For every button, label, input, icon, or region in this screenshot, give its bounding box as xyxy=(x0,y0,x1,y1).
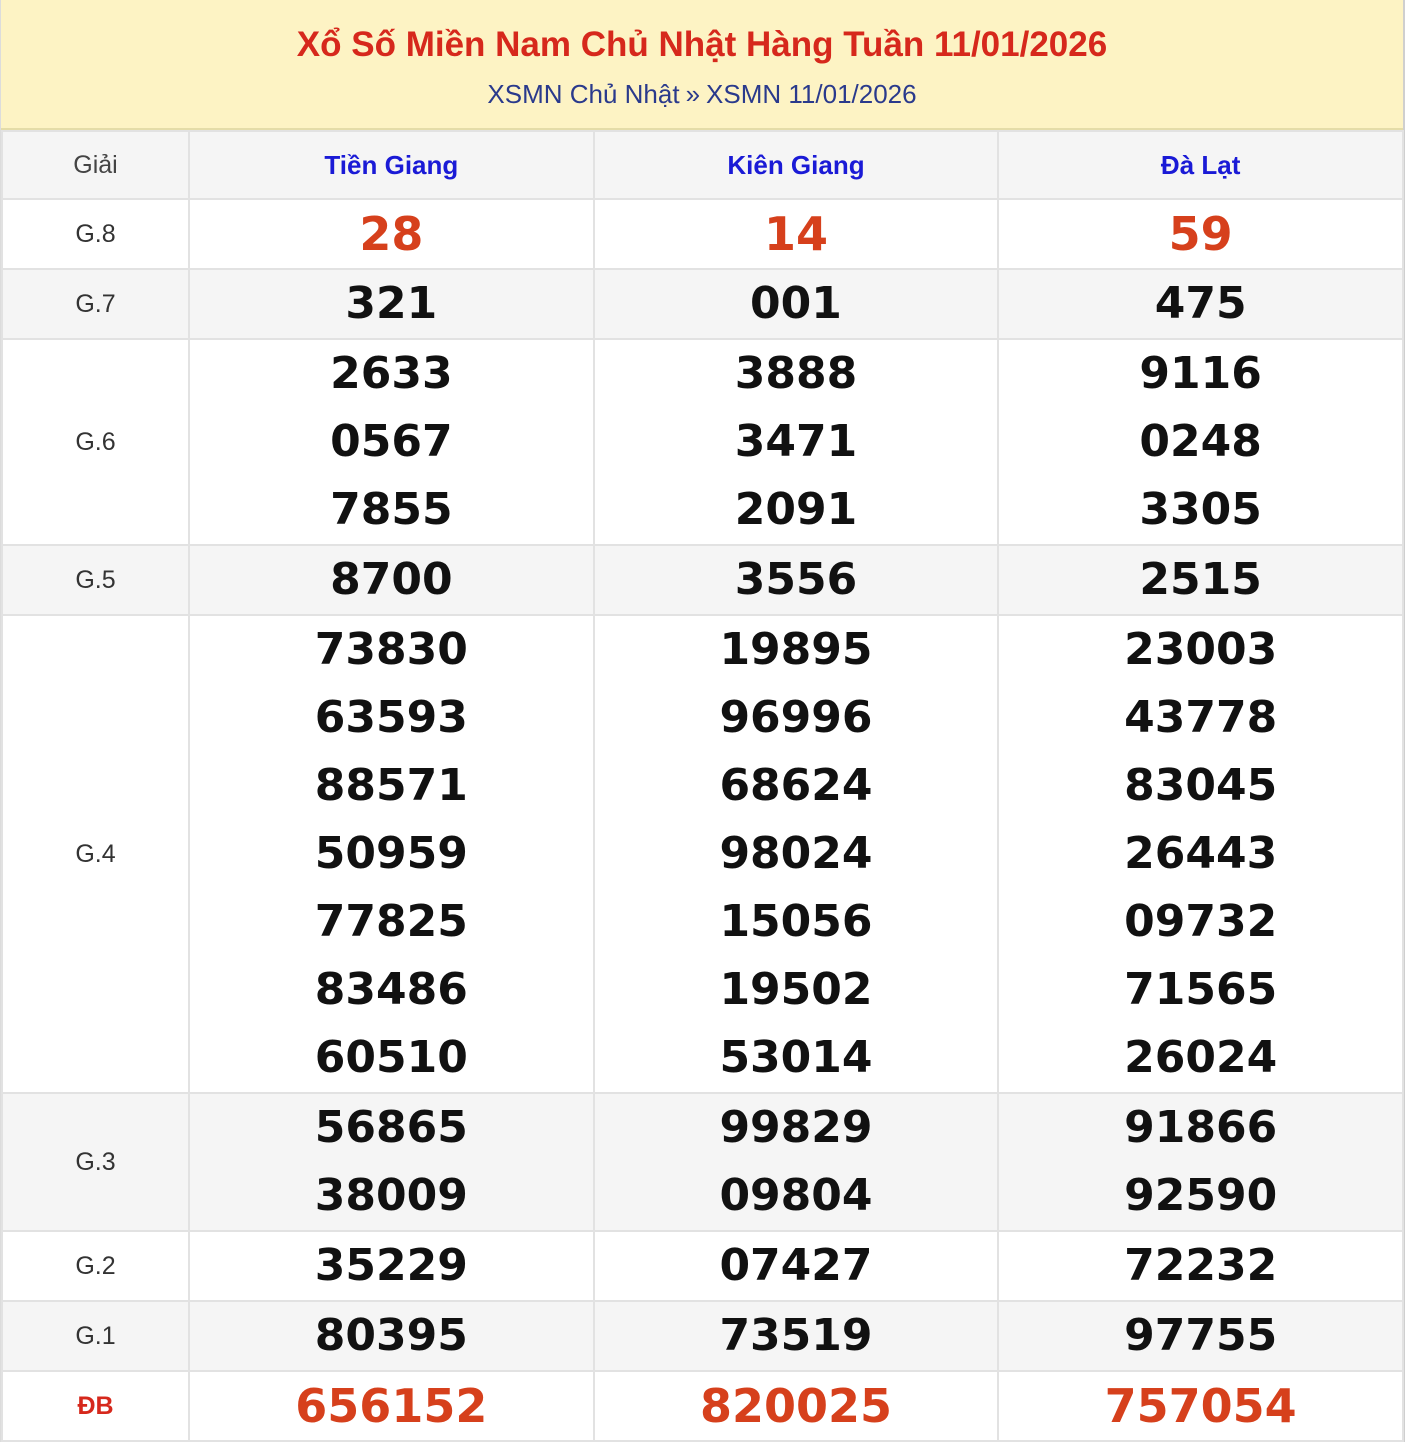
prize-number: 50959 xyxy=(314,828,468,879)
prize-row xyxy=(2,269,1403,339)
prize-cell-tien-giang xyxy=(189,269,594,339)
prize-column-header: Giải xyxy=(2,131,189,199)
prize-cell-kien-giang xyxy=(594,1301,999,1371)
breadcrumb xyxy=(1,74,1403,114)
prize-number: 53014 xyxy=(719,1032,873,1083)
prize-number: 757054 xyxy=(1104,1379,1297,1433)
prize-number: 63593 xyxy=(314,692,468,743)
prize-number: 73519 xyxy=(719,1310,873,1361)
results-table xyxy=(1,130,1404,1442)
prize-number: 3556 xyxy=(734,554,858,605)
prize-number: 9116 xyxy=(1139,348,1262,399)
prize-cell-da-lat xyxy=(998,1231,1403,1301)
prize-cell-kien-giang xyxy=(594,1093,999,1231)
prize-number: 15056 xyxy=(719,896,873,947)
prize-label: G.2 xyxy=(2,1231,189,1301)
prize-number: 83486 xyxy=(314,964,468,1015)
prize-cell-da-lat xyxy=(998,1371,1403,1441)
prize-cell-tien-giang xyxy=(189,545,594,615)
prize-number: 3305 xyxy=(1139,484,1262,535)
prize-number: 09804 xyxy=(719,1170,873,1221)
prize-cell-kien-giang xyxy=(594,199,999,269)
prize-number: 2091 xyxy=(734,484,858,535)
prize-cell-kien-giang xyxy=(594,269,999,339)
prize-label: G.4 xyxy=(2,615,189,1093)
province-header-tien-giang[interactable]: Tiền Giang xyxy=(189,131,594,199)
prize-cell-tien-giang xyxy=(189,615,594,1093)
prize-number: 321 xyxy=(345,278,438,329)
prize-cell-tien-giang xyxy=(189,1231,594,1301)
prize-row xyxy=(2,199,1403,269)
prize-number: 35229 xyxy=(314,1240,468,1291)
prize-label: G.7 xyxy=(2,269,189,339)
prize-cell-da-lat xyxy=(998,615,1403,1093)
prize-number: 92590 xyxy=(1124,1170,1278,1221)
province-header-da-lat[interactable]: Đà Lạt xyxy=(998,131,1403,199)
prize-cell-tien-giang xyxy=(189,199,594,269)
page-title: Xổ Số Miền Nam Chủ Nhật Hàng Tuần 11/01/2026 xyxy=(296,25,1108,64)
prize-label: G.6 xyxy=(2,339,189,545)
prize-number: 26024 xyxy=(1124,1032,1278,1083)
prize-cell-da-lat xyxy=(998,1301,1403,1371)
prize-number: 38009 xyxy=(314,1170,468,1221)
prize-label: G.5 xyxy=(2,545,189,615)
table-header-row xyxy=(2,131,1403,199)
prize-number: 28 xyxy=(359,207,424,261)
results-header xyxy=(1,0,1403,130)
prize-number: 07427 xyxy=(719,1240,873,1291)
prize-number: 001 xyxy=(750,278,842,329)
prize-label: ĐB xyxy=(2,1371,189,1441)
prize-cell-kien-giang xyxy=(594,615,999,1093)
prize-number: 80395 xyxy=(314,1310,468,1361)
prize-number: 56865 xyxy=(314,1102,468,1153)
breadcrumb-separator: » xyxy=(685,79,701,109)
prize-number: 99829 xyxy=(719,1102,873,1153)
province-header-kien-giang[interactable]: Kiên Giang xyxy=(594,131,999,199)
prize-number: 77825 xyxy=(314,896,468,947)
prize-row xyxy=(2,615,1403,1093)
prize-row xyxy=(2,1093,1403,1231)
prize-cell-kien-giang xyxy=(594,1231,999,1301)
prize-number: 0567 xyxy=(330,416,453,467)
prize-number: 656152 xyxy=(295,1379,488,1433)
prize-number: 8700 xyxy=(330,554,453,605)
prize-cell-tien-giang xyxy=(189,1371,594,1441)
prize-number: 14 xyxy=(763,207,828,261)
prize-number: 19502 xyxy=(719,964,873,1015)
prize-number: 19895 xyxy=(719,624,873,675)
prize-row xyxy=(2,1371,1403,1441)
prize-number: 2515 xyxy=(1139,554,1262,605)
prize-row xyxy=(2,545,1403,615)
prize-cell-kien-giang xyxy=(594,1371,999,1441)
prize-number: 73830 xyxy=(314,624,468,675)
prize-cell-kien-giang xyxy=(594,339,999,545)
prize-cell-da-lat xyxy=(998,199,1403,269)
prize-number: 475 xyxy=(1154,278,1247,329)
prize-number: 0248 xyxy=(1139,416,1262,467)
prize-number: 3888 xyxy=(734,348,858,399)
prize-number: 7855 xyxy=(330,484,453,535)
prize-number: 91866 xyxy=(1124,1102,1278,1153)
prize-row xyxy=(2,1301,1403,1371)
prize-cell-kien-giang xyxy=(594,545,999,615)
prize-cell-tien-giang xyxy=(189,1301,594,1371)
prize-cell-da-lat xyxy=(998,1093,1403,1231)
results-body xyxy=(2,199,1403,1441)
prize-number: 98024 xyxy=(719,828,873,879)
prize-row xyxy=(2,339,1403,545)
breadcrumb-link-weekday[interactable]: XSMN Chủ Nhật xyxy=(487,79,680,109)
prize-cell-tien-giang xyxy=(189,339,594,545)
prize-number: 26443 xyxy=(1124,828,1278,879)
prize-number: 83045 xyxy=(1124,760,1278,811)
prize-number: 09732 xyxy=(1124,896,1278,947)
prize-number: 96996 xyxy=(719,692,873,743)
prize-number: 23003 xyxy=(1124,624,1278,675)
prize-number: 60510 xyxy=(314,1032,468,1083)
prize-number: 72232 xyxy=(1124,1240,1278,1291)
prize-label: G.3 xyxy=(2,1093,189,1231)
prize-number: 59 xyxy=(1168,207,1233,261)
breadcrumb-link-date[interactable]: XSMN 11/01/2026 xyxy=(706,79,917,109)
prize-number: 88571 xyxy=(314,760,468,811)
prize-cell-tien-giang xyxy=(189,1093,594,1231)
prize-cell-da-lat xyxy=(998,545,1403,615)
prize-number: 68624 xyxy=(719,760,873,811)
prize-row xyxy=(2,1231,1403,1301)
prize-label: G.8 xyxy=(2,199,189,269)
prize-number: 2633 xyxy=(330,348,453,399)
prize-cell-da-lat xyxy=(998,339,1403,545)
prize-cell-da-lat xyxy=(998,269,1403,339)
prize-number: 97755 xyxy=(1124,1310,1278,1361)
prize-number: 3471 xyxy=(734,416,858,467)
prize-number: 71565 xyxy=(1124,964,1278,1015)
prize-number: 43778 xyxy=(1124,692,1278,743)
prize-label: G.1 xyxy=(2,1301,189,1371)
prize-number: 820025 xyxy=(699,1379,892,1433)
